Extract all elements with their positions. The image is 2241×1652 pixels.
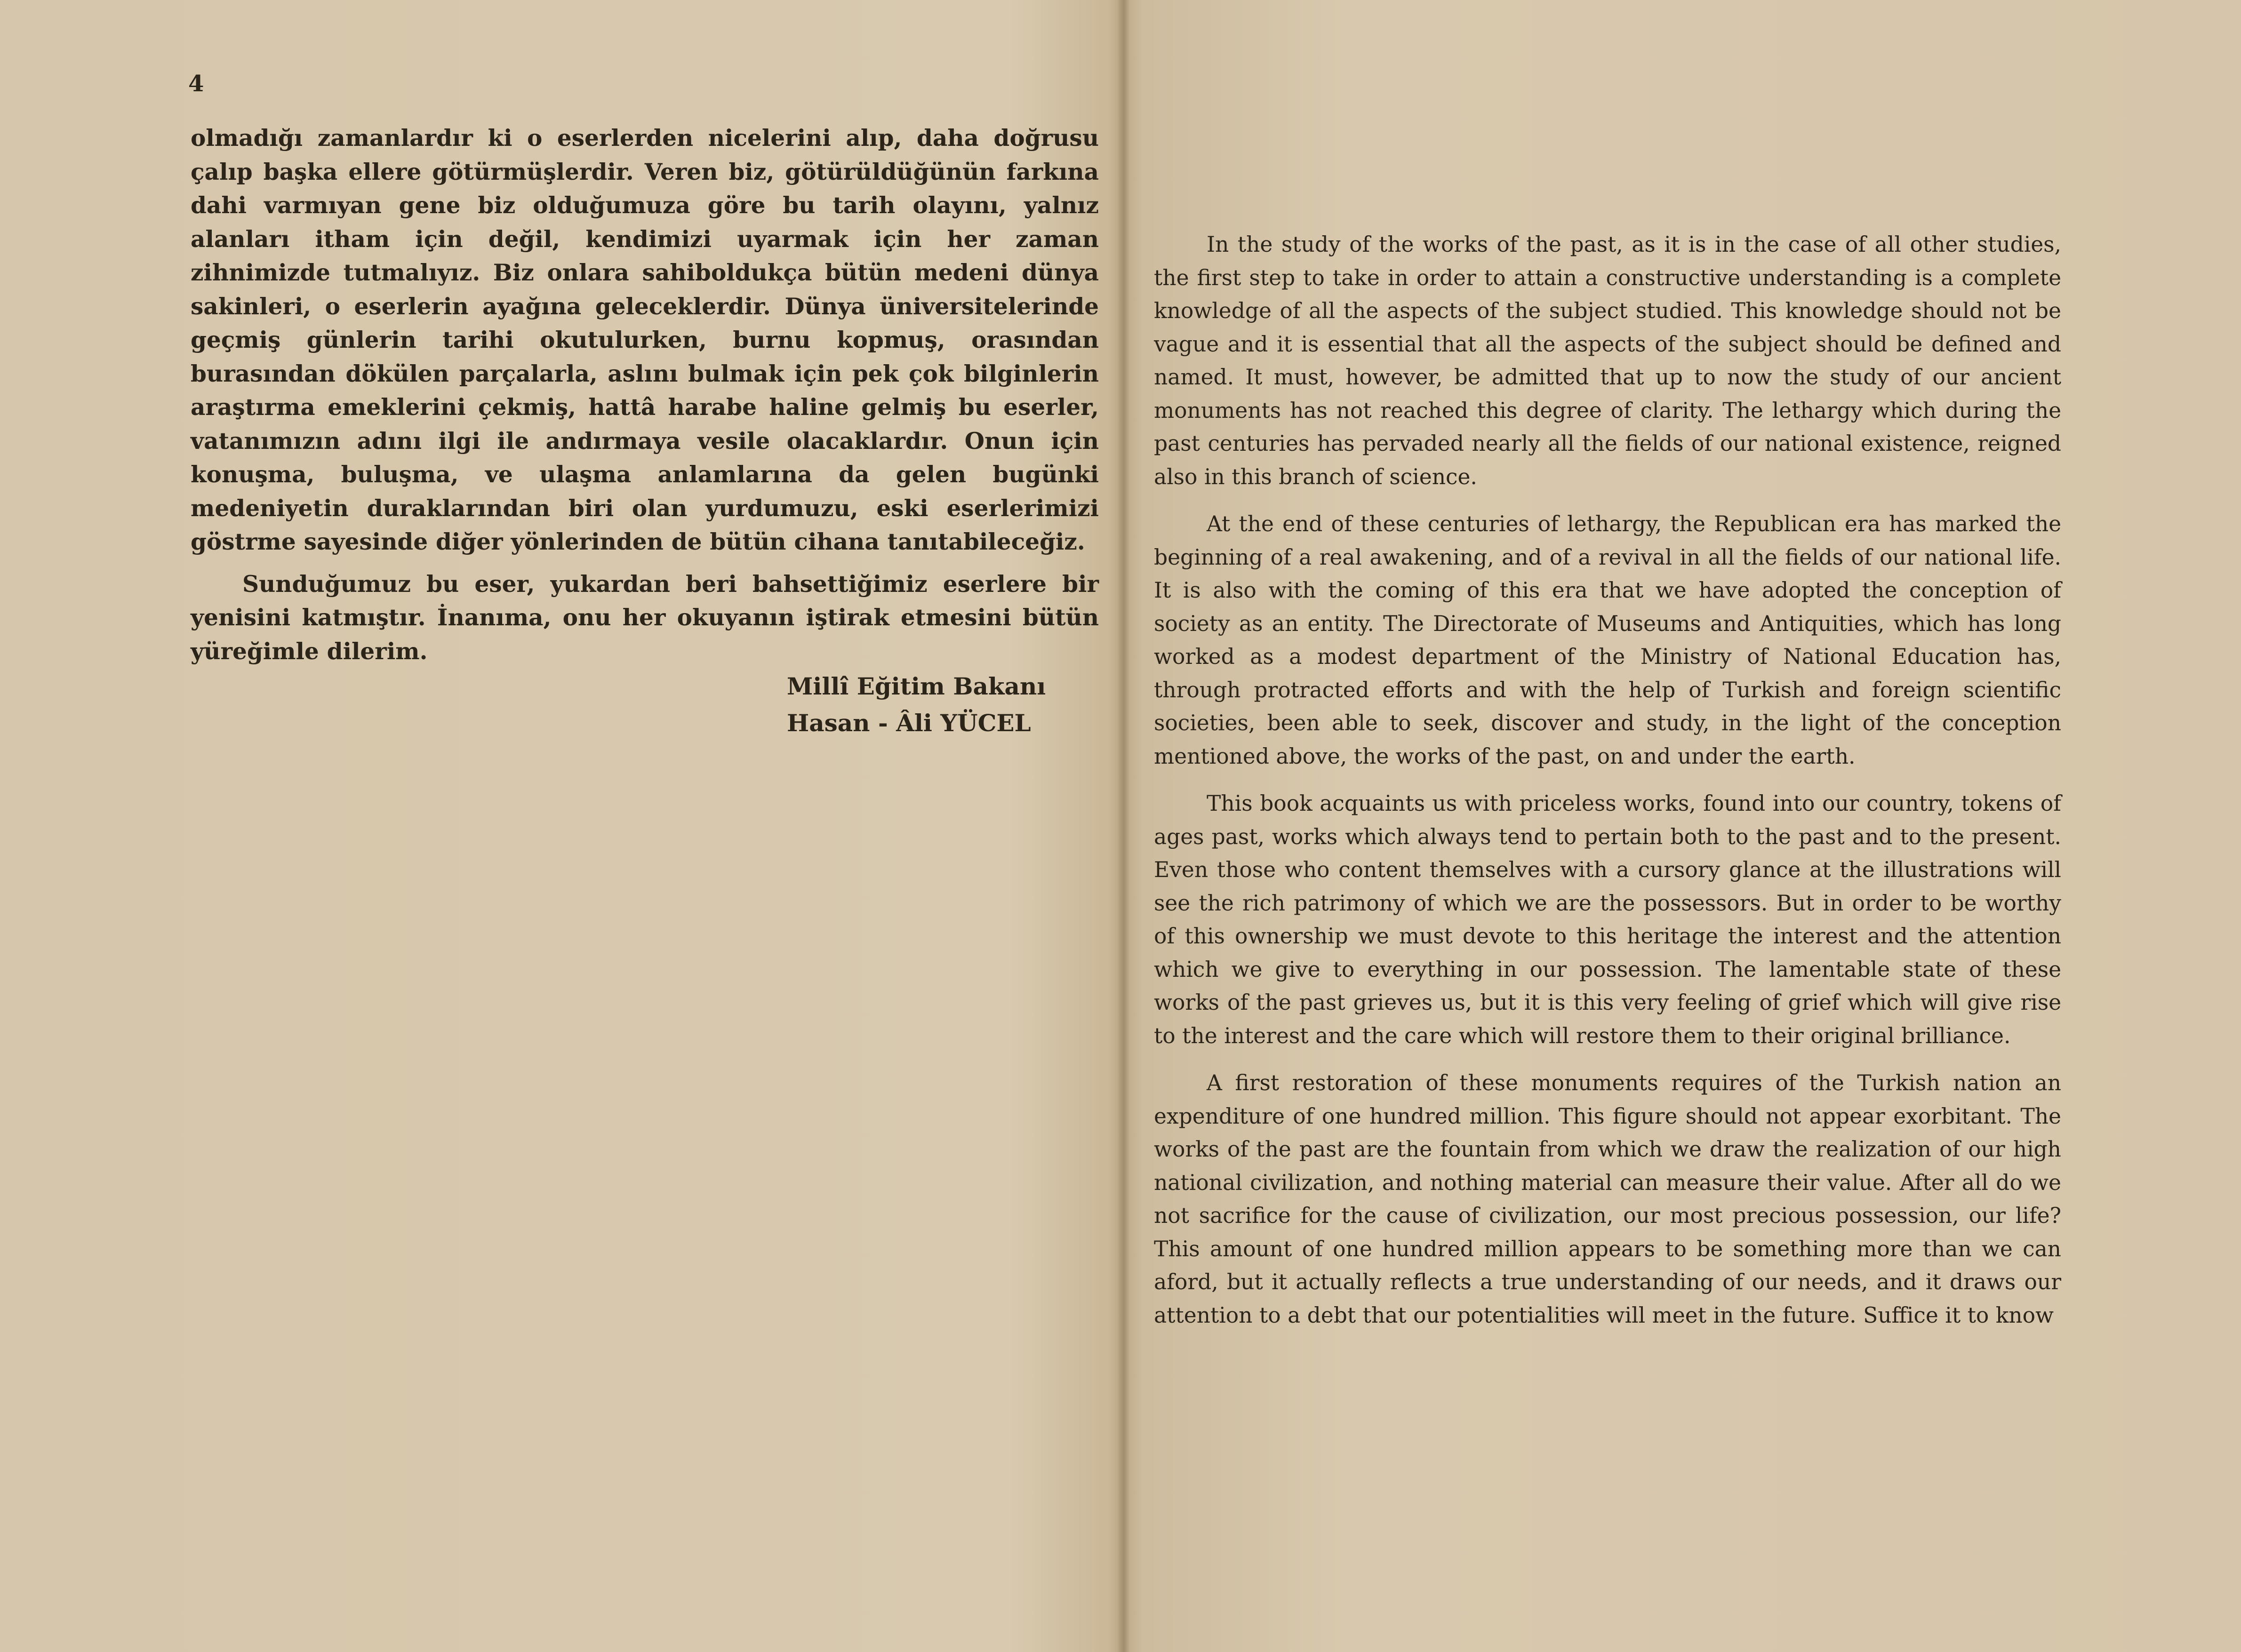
- signature-name: Hasan - Âli YÜCEL: [787, 709, 1031, 737]
- left-paragraph: Sunduğumuz bu eser, yukardan beri bahsettiğimiz eserlere bir yenisini katmıştır. İnanıma, onu her okuyanın iştirak etmesini bütün yüreğimle dilerim.: [191, 570, 1099, 665]
- right-paragraph: This book acquaints us with priceless works, found into our country, tokens of ages past, works which always tend to pertain both to the past and to the present. Even those who content themselves with a cursory glance at the illustrations will see the rich patrimony of which we are the possessors. But in order to be worthy of this ownership we must devote to this heritage the interest and the attention which we give to everything in our possession. The lamentable state of these works of the past grieves us, but it is this very feeling of grief which will give rise to the interest and the care which will restore them to their original brilliance.: [1154, 791, 2061, 1048]
- signature-title: Millî Eğitim Bakanı: [787, 672, 1046, 700]
- page-number: 4: [188, 71, 204, 97]
- right-paragraph: At the end of these centuries of lethargy, the Republican era has marked the beginning of a real awakening, and of a revival in all the fields of our national life. It is also with the coming of this era that we have adopted the conception of society as an entity. The Directorate of Museums and Antiquities, which has long worked as a modest department of the Ministry of National Education has, through protracted efforts and with the help of Turkish and foreign scientific societies, been able to seek, discover and study, in the light of the conception mentioned above, the works of the past, on and under the earth.: [1154, 511, 2061, 769]
- right-paragraph: A first restoration of these monuments requires of the Turkish nation an expenditure of one hundred million. This figure should not appear exorbitant. The works of the past are the fountain from which we draw the realization of our high national civilization, and nothing material can measure their value. After all do we not sacrifice for the cause of civilization, our most precious possession, our life? This amount of one hundred million appears to be something more than we can aford, but it actually reflects a true understanding of our needs, and it draws our attention to a debt that our potentialities will meet in the future. Suffice it to know: [1154, 1070, 2061, 1328]
- signature-block: [787, 668, 1046, 742]
- right-page-body: [1154, 228, 2061, 1332]
- right-paragraph: In the study of the works of the past, as it is in the case of all other studies, the first step to take in order to attain a constructive understanding is a complete knowledge of all the aspects of the subject studied. This knowledge should not be vague and it is essential that all the aspects of the subject should be defined and named. It must, however, be admitted that up to now the study of our ancient monuments has not reached this degree of clarity. The lethargy which during the past centuries has pervaded nearly all the fields of our national existence, reigned also in this branch of science.: [1154, 232, 2061, 489]
- left-page-body: [191, 121, 1099, 668]
- left-paragraph: olmadığı zamanlardır ki o eserlerden nicelerini alıp, daha doğrusu çalıp başka ellere götürmüşlerdir. Veren biz, götürüldüğünün farkına dahi varmıyan gene biz olduğumuza göre bu tarih olayını, yalnız alanları itham için değil, kendimizi uyarmak için her zaman zihnimizde tutmalıyız. Biz onlara sahiboldukça bütün medeni dünya sakinleri, o eserlerin ayağına geleceklerdir. Dünya üniversitelerinde geçmiş günlerin tarihi okutulurken, burnu kopmuş, orasından burasından dökülen parçalarla, aslını bulmak için pek çok bilginlerin araştırma emeklerini çekmiş, hattâ harabe haline gelmiş bu eserler, vatanımızın adını ilgi ile andırmaya vesile olacaklardır. Onun için konuşma, buluşma, ve ulaşma anlamlarına da gelen bugünki medeniyetin duraklarından biri olan yurdumuzu, eski eserlerimizi göstrme sayesinde diğer yönlerinden de bütün cihana tanıtabileceğiz.: [191, 125, 1099, 555]
